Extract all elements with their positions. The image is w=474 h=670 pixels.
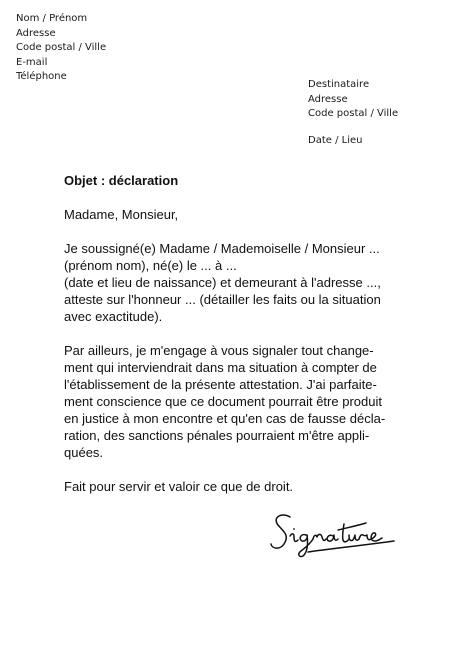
recipient-postal-city: Code postal / Ville xyxy=(308,108,399,120)
paragraph-commitment xyxy=(64,342,444,461)
paragraph-line: ment qui interviendrait dans ma situation à compter de xyxy=(64,360,377,375)
paragraph-line: l'établissement de la présente attestation. J'ai parfaite- xyxy=(64,377,377,392)
letter-body xyxy=(64,172,444,495)
sender-email: E-mail xyxy=(16,56,48,68)
paragraph-line: Par ailleurs, je m'engage à vous signaler tout change- xyxy=(64,343,374,358)
paragraph-line: ment conscience que ce document pourrait être produit xyxy=(64,394,382,409)
sender-phone: Téléphone xyxy=(16,71,67,83)
recipient-name: Destinataire xyxy=(308,79,370,90)
signature-mark xyxy=(268,508,408,560)
recipient-block xyxy=(308,78,398,122)
paragraph-line: (prénom nom), né(e) le ... à ... xyxy=(64,258,237,273)
sender-address: Adresse xyxy=(16,27,56,39)
letter-subject: Objet : déclaration xyxy=(64,173,179,188)
sender-name: Nom / Prénom xyxy=(16,13,88,24)
paragraph-line: quées. xyxy=(64,445,104,460)
date-place: Date / Lieu xyxy=(308,135,363,146)
paragraph-line: avec exactitude). xyxy=(64,309,163,324)
paragraph-declaration xyxy=(64,240,444,325)
paragraph-line: Je soussigné(e) Madame / Mademoiselle / Monsieur ... xyxy=(64,241,380,256)
paragraph-line: (date et lieu de naissance) et demeurant à l'adresse ..., xyxy=(64,275,381,290)
sender-postal-city: Code postal / Ville xyxy=(16,42,107,54)
paragraph-line: ration, des sanctions pénales pourraient m'être appli- xyxy=(64,428,370,443)
handwritten-signature xyxy=(268,508,408,560)
letter-salutation: Madame, Monsieur, xyxy=(64,207,179,222)
paragraph-line: atteste sur l'honneur ... (détailler les faits ou la situation xyxy=(64,292,381,307)
recipient-address: Adresse xyxy=(308,93,348,105)
letter-closing: Fait pour servir et valoir ce que de droit. xyxy=(64,479,294,494)
paragraph-line: en justice à mon encontre et qu'en cas de fausse décla- xyxy=(64,411,386,426)
sender-block xyxy=(16,12,106,85)
